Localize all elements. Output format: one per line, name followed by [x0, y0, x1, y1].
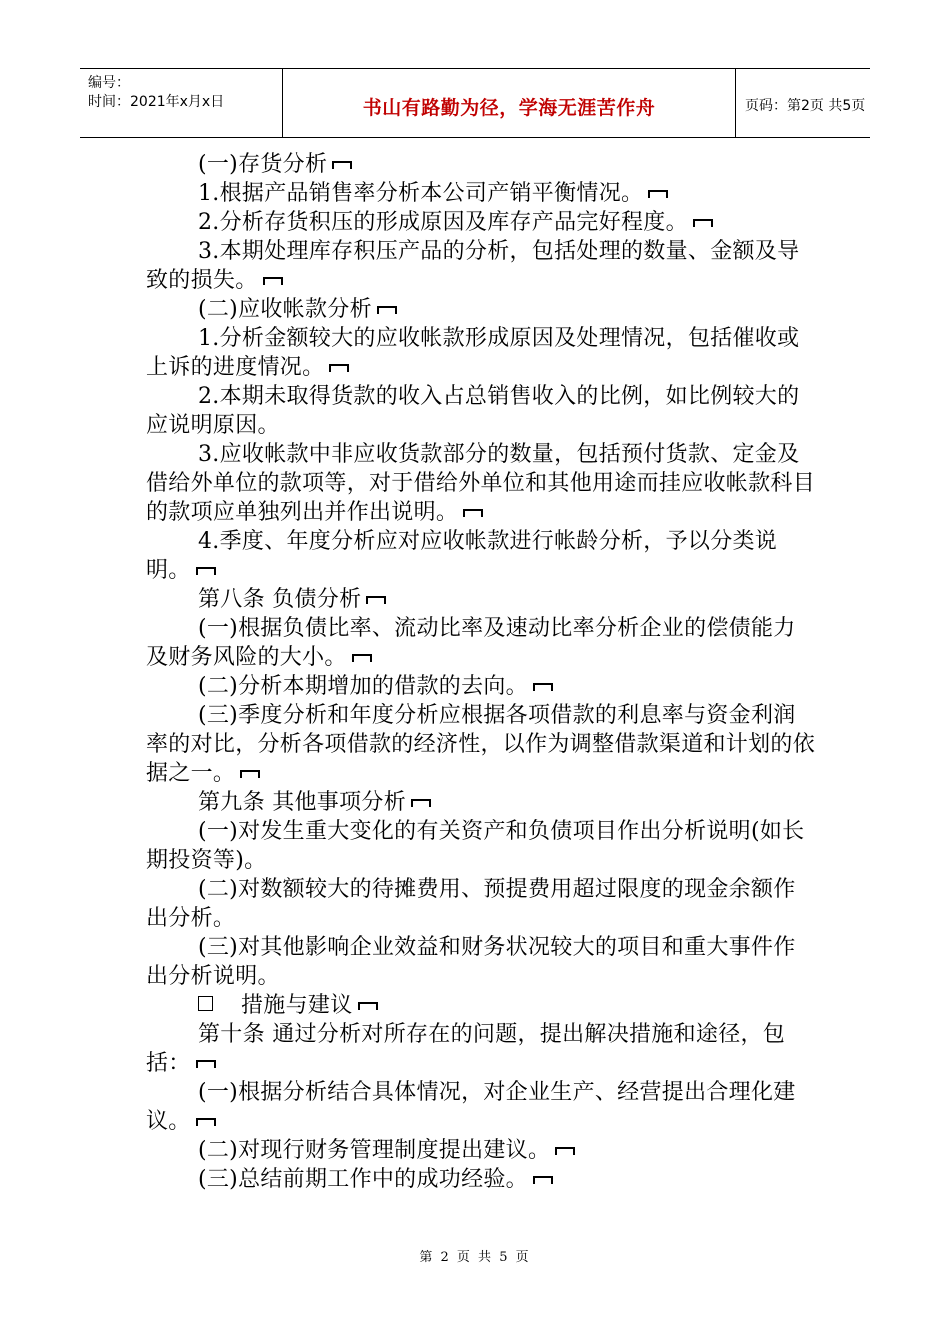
- paragraph-mark-icon: [352, 654, 372, 662]
- paragraph: [146, 150, 816, 179]
- paragraph: [146, 382, 816, 440]
- paragraph-mark-icon: [358, 1002, 378, 1010]
- paragraph-mark-icon: [463, 509, 483, 517]
- paragraph: [146, 933, 816, 991]
- checkbox-square-icon: [198, 996, 213, 1011]
- paragraph: [146, 701, 816, 788]
- paragraph-text: (一)对发生重大变化的有关资产和负债项目作出分析说明(如长期投资等)。: [146, 819, 805, 873]
- paragraph: [146, 208, 816, 237]
- paragraph-text: (二)对数额较大的待摊费用、预提费用超过限度的现金余额作出分析。: [146, 877, 796, 931]
- paragraph-text: (一)根据分析结合具体情况，对企业生产、经营提出合理化建议。: [146, 1080, 796, 1134]
- paragraph: [146, 991, 816, 1020]
- paragraph-text: 1.分析金额较大的应收帐款形成原因及处理情况，包括催收或上诉的进度情况。: [146, 326, 800, 380]
- paragraph-text: 3.本期处理库存积压产品的分析，包括处理的数量、金额及导致的损失。: [146, 239, 800, 293]
- paragraph-text: (三)对其他影响企业效益和财务状况较大的项目和重大事件作出分析说明。: [146, 935, 796, 989]
- paragraph-mark-icon: [693, 219, 713, 227]
- paragraph-mark-icon: [263, 277, 283, 285]
- paragraph: [146, 179, 816, 208]
- paragraph-mark-icon: [533, 1176, 553, 1184]
- paragraph: [146, 324, 816, 382]
- paragraph-text: (一)存货分析: [198, 152, 328, 177]
- header-page-info: 页码：第2页 共5页: [745, 98, 866, 114]
- paragraph-mark-icon: [533, 683, 553, 691]
- paragraph: [146, 817, 816, 875]
- paragraph-mark-icon: [377, 306, 397, 314]
- paragraph-text: (二)应收帐款分析: [198, 297, 372, 322]
- header-motto-cell: [282, 69, 736, 137]
- paragraph: [146, 1136, 816, 1165]
- document-number-label: 编号：: [88, 75, 130, 91]
- paragraph: [146, 295, 816, 324]
- paragraph: [146, 1020, 816, 1078]
- paragraph: [146, 527, 816, 585]
- paragraph-text: (二)分析本期增加的借款的去向。: [198, 674, 528, 699]
- paragraph-mark-icon: [648, 190, 668, 198]
- header-motto: 书山有路勤为径，学海无涯苦作舟: [362, 97, 656, 119]
- paragraph-mark-icon: [366, 596, 386, 604]
- paragraph-text: 2.分析存货积压的形成原因及库存产品完好程度。: [198, 210, 688, 235]
- paragraph-text: 措施与建议: [241, 993, 353, 1018]
- document-body: [146, 150, 816, 1194]
- paragraph-text: 3.应收帐款中非应收货款部分的数量，包括预付货款、定金及借给外单位的款项等，对于借给外单位和其他用途而挂应收帐款科目的款项应单独列出并作出说明。: [146, 442, 816, 525]
- header-meta-cell: [80, 69, 282, 137]
- document-date: 时间：2021年x月x日: [88, 94, 225, 110]
- paragraph-mark-icon: [329, 364, 349, 372]
- paragraph-text: (一)根据负债比率、流动比率及速动比率分析企业的偿债能力及财务风险的大小。: [146, 616, 796, 670]
- paragraph-mark-icon: [411, 799, 431, 807]
- page-footer: 第 2 页 共 5 页: [419, 1250, 531, 1265]
- paragraph-text: 2.本期未取得货款的收入占总销售收入的比例，如比例较大的应说明原因。: [146, 384, 800, 438]
- paragraph-text: (三)季度分析和年度分析应根据各项借款的利息率与资金利润率的对比，分析各项借款的经济性，以作为调整借款渠道和计划的依据之一。: [146, 703, 816, 786]
- paragraph-text: 第九条 其他事项分析: [198, 790, 406, 815]
- paragraph: [146, 1078, 816, 1136]
- paragraph: [146, 614, 816, 672]
- header-page-cell: [735, 69, 870, 137]
- paragraph-mark-icon: [332, 161, 352, 169]
- paragraph-text: (三)总结前期工作中的成功经验。: [198, 1167, 528, 1192]
- paragraph-mark-icon: [555, 1147, 575, 1155]
- paragraph: [146, 1165, 816, 1194]
- paragraph-mark-icon: [196, 1118, 216, 1126]
- paragraph-mark-icon: [240, 770, 260, 778]
- paragraph: [146, 672, 816, 701]
- paragraph: [146, 788, 816, 817]
- paragraph-text: (二)对现行财务管理制度提出建议。: [198, 1138, 551, 1163]
- paragraph-mark-icon: [196, 567, 216, 575]
- paragraph: [146, 875, 816, 933]
- paragraph-text: 4.季度、年度分析应对应收帐款进行帐龄分析，予以分类说明。: [146, 529, 778, 583]
- paragraph-text: 第十条 通过分析对所存在的问题，提出解决措施和途径，包括：: [146, 1022, 786, 1076]
- page-header: [80, 68, 870, 138]
- paragraph-mark-icon: [196, 1060, 216, 1068]
- paragraph: [146, 237, 816, 295]
- paragraph-text: 1.根据产品销售率分析本公司产销平衡情况。: [198, 181, 644, 206]
- paragraph: [146, 440, 816, 527]
- paragraph-text: 第八条 负债分析: [198, 587, 362, 612]
- paragraph: [146, 585, 816, 614]
